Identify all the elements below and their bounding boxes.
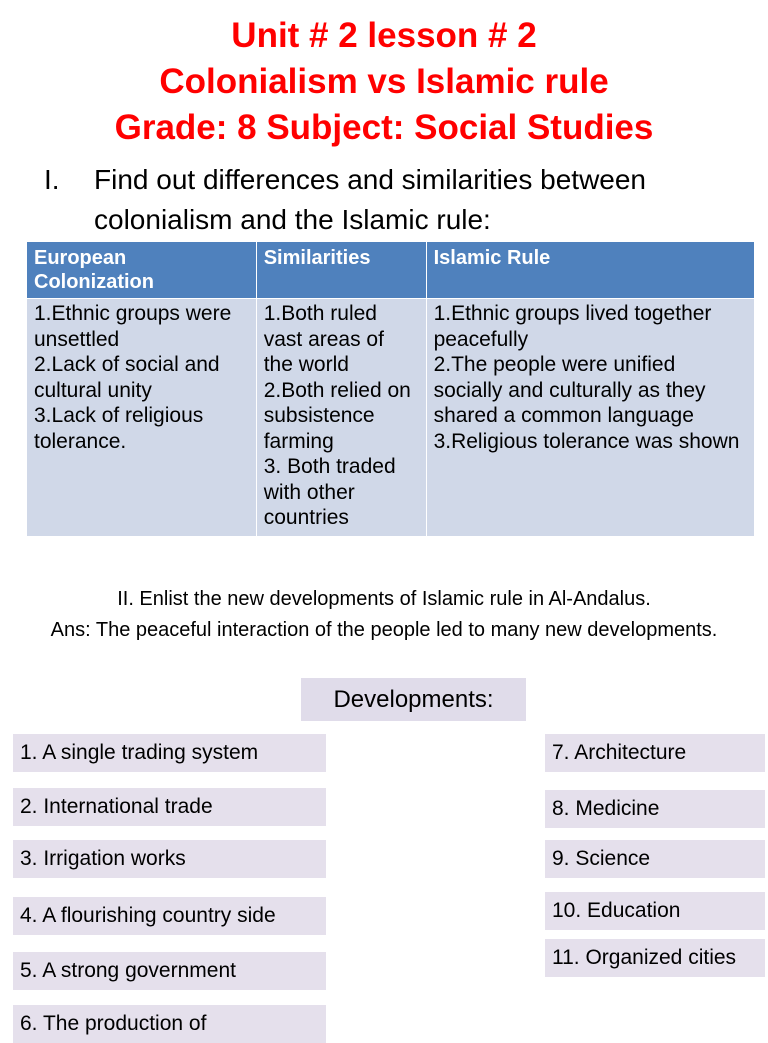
question-1-number: I. — [44, 164, 60, 195]
islamic-point-3: 3.Religious tolerance was shown — [433, 429, 740, 453]
development-item-9: 9. Science — [545, 840, 765, 878]
comparison-table — [26, 241, 755, 537]
development-item-6: 6. The production of — [13, 1005, 326, 1043]
european-point-3: 3.Lack of religious tolerance. — [34, 404, 204, 453]
comparison-table-header-row — [27, 242, 755, 299]
development-item-10: 10. Education — [545, 892, 765, 930]
european-point-1: 1.Ethnic groups were unsettled — [34, 302, 232, 351]
cell-european-colonization — [27, 299, 257, 537]
cell-islamic-rule — [426, 299, 754, 537]
islamic-point-1: 1.Ethnic groups lived together peacefully — [433, 302, 712, 351]
development-item-4: 4. A flourishing country side — [13, 897, 326, 935]
header-islamic-rule: Islamic Rule — [426, 242, 754, 299]
development-item-11: 11. Organized cities — [545, 939, 765, 977]
comparison-table-row — [27, 299, 755, 537]
similarity-point-1: 1.Both ruled vast areas of the world — [263, 302, 384, 376]
developments-header: Developments: — [301, 678, 526, 721]
title-grade-subject: Grade: 8 Subject: Social Studies — [114, 108, 654, 147]
similarity-point-3: 3. Both traded with other countries — [263, 455, 396, 529]
question-2-answer: Ans: The peaceful interaction of the people led to many new developments. — [50, 619, 718, 641]
header-european-colonization: European Colonization — [27, 242, 257, 299]
development-item-7: 7. Architecture — [545, 734, 765, 772]
development-item-3: 3. Irrigation works — [13, 840, 326, 878]
question-1-text: Find out differences and similarities between colonialism and the Islamic rule: — [94, 164, 647, 235]
question-2-prompt: II. Enlist the new developments of Islamic rule in Al-Andalus. — [117, 588, 651, 610]
islamic-point-2: 2.The people were unified socially and culturally as they shared a common language — [433, 353, 706, 427]
title-unit-lesson: Unit # 2 lesson # 2 — [231, 16, 537, 55]
cell-similarities — [256, 299, 426, 537]
development-item-8: 8. Medicine — [545, 790, 765, 828]
title-topic: Colonialism vs Islamic rule — [159, 62, 609, 101]
development-item-1: 1. A single trading system — [13, 734, 326, 772]
european-point-2: 2.Lack of social and cultural unity — [34, 353, 220, 402]
development-item-2: 2. International trade — [13, 788, 326, 826]
header-similarities: Similarities — [256, 242, 426, 299]
similarity-point-2: 2.Both relied on subsistence farming — [263, 378, 411, 453]
development-item-5: 5. A strong government — [13, 952, 326, 990]
